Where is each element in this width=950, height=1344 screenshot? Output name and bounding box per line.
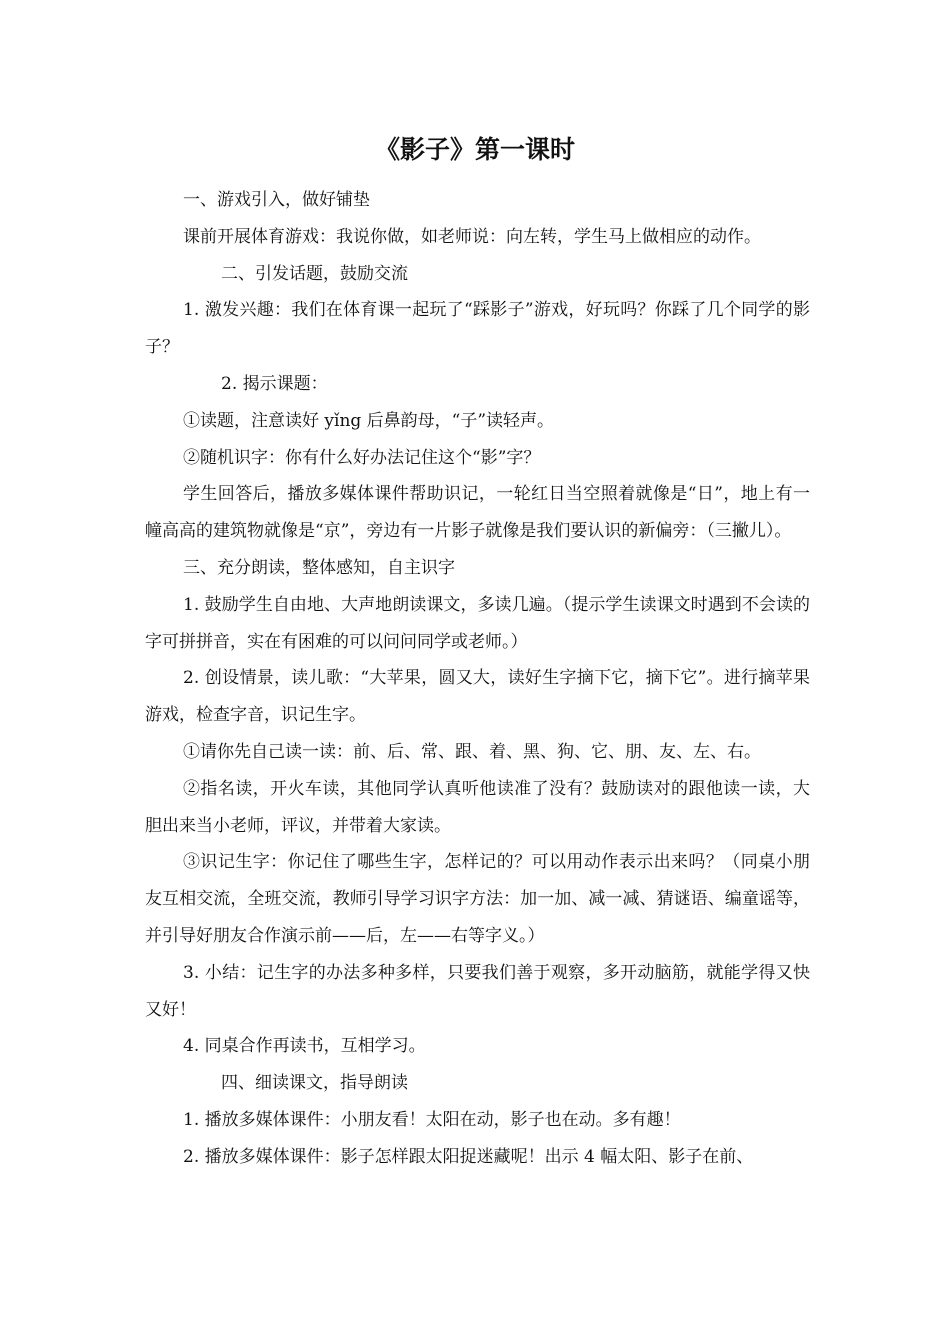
paragraph: ①请你先自己读一读：前、后、常、跟、着、黑、狗、它、朋、友、左、右。 [183, 741, 761, 762]
paragraph: 2. 播放多媒体课件：影子怎样跟太阳捉迷藏呢！出示 4 幅太阳、影子在前、 [183, 1146, 754, 1167]
paragraph: 4. 同桌合作再读书，互相学习。 [183, 1036, 426, 1057]
paragraph: 课前开展体育游戏：我说你做，如老师说：向左转，学生马上做相应的动作。 [183, 226, 761, 247]
section-heading: 四、细读课文，指导朗读 [221, 1073, 408, 1094]
paragraph: 2. 揭示课题： [221, 373, 328, 394]
paragraph: ②指名读，开火车读，其他同学认真听他读准了没有？鼓励读对的跟他读一读，大胆出来当小老师，评议，并带着大家读。 [145, 778, 810, 836]
paragraph: 1. 激发兴趣：我们在体育课一起玩了“踩影子”游戏，好玩吗？你踩了几个同学的影子？ [145, 300, 810, 358]
paragraph: ②随机识字：你有什么好办法记住这个“影”字？ [183, 447, 541, 468]
paragraph: ③识记生字：你记住了哪些生字，怎样记的？可以用动作表示出来吗？（同桌小朋友互相交流，全班交流，教师引导学习识字方法：加一加、减一减、猜谜语、编童谣等，并引导好朋友合作演示前——后，左——右等字义。） [145, 852, 810, 946]
document-body [145, 182, 810, 1176]
paragraph: 1. 播放多媒体课件：小朋友看！太阳在动，影子也在动。多有趣！ [183, 1109, 681, 1130]
section-heading: 三、充分朗读，整体感知，自主识字 [183, 557, 455, 578]
paragraph: 1. 鼓励学生自由地、大声地朗读课文，多读几遍。（提示学生读课文时遇到不会读的字可拼拼音，实在有困难的可以问问同学或老师。） [145, 594, 810, 652]
paragraph: 2. 创设情景，读儿歌：“大苹果，圆又大，读好生字摘下它，摘下它”。进行摘苹果游戏，检查字音，识记生字。 [145, 668, 810, 726]
paragraph: ①读题，注意读好 yǐng 后鼻韵母，“子”读轻声。 [183, 410, 555, 431]
section-heading: 一、游戏引入，做好铺垫 [183, 190, 370, 210]
document-title: 《影子》第一课时 [374, 135, 575, 164]
section-heading: 二、引发话题，鼓励交流 [221, 263, 408, 284]
paragraph: 3. 小结：记生字的办法多种多样，只要我们善于观察，多开动脑筋，就能学得又快又好！ [145, 962, 810, 1020]
paragraph: 学生回答后，播放多媒体课件帮助识记，一轮红日当空照着就像是“日”，地上有一幢高高的建筑物就像是“京”，旁边有一片影子就像是我们要认识的新偏旁：（三撇儿）。 [145, 484, 810, 542]
